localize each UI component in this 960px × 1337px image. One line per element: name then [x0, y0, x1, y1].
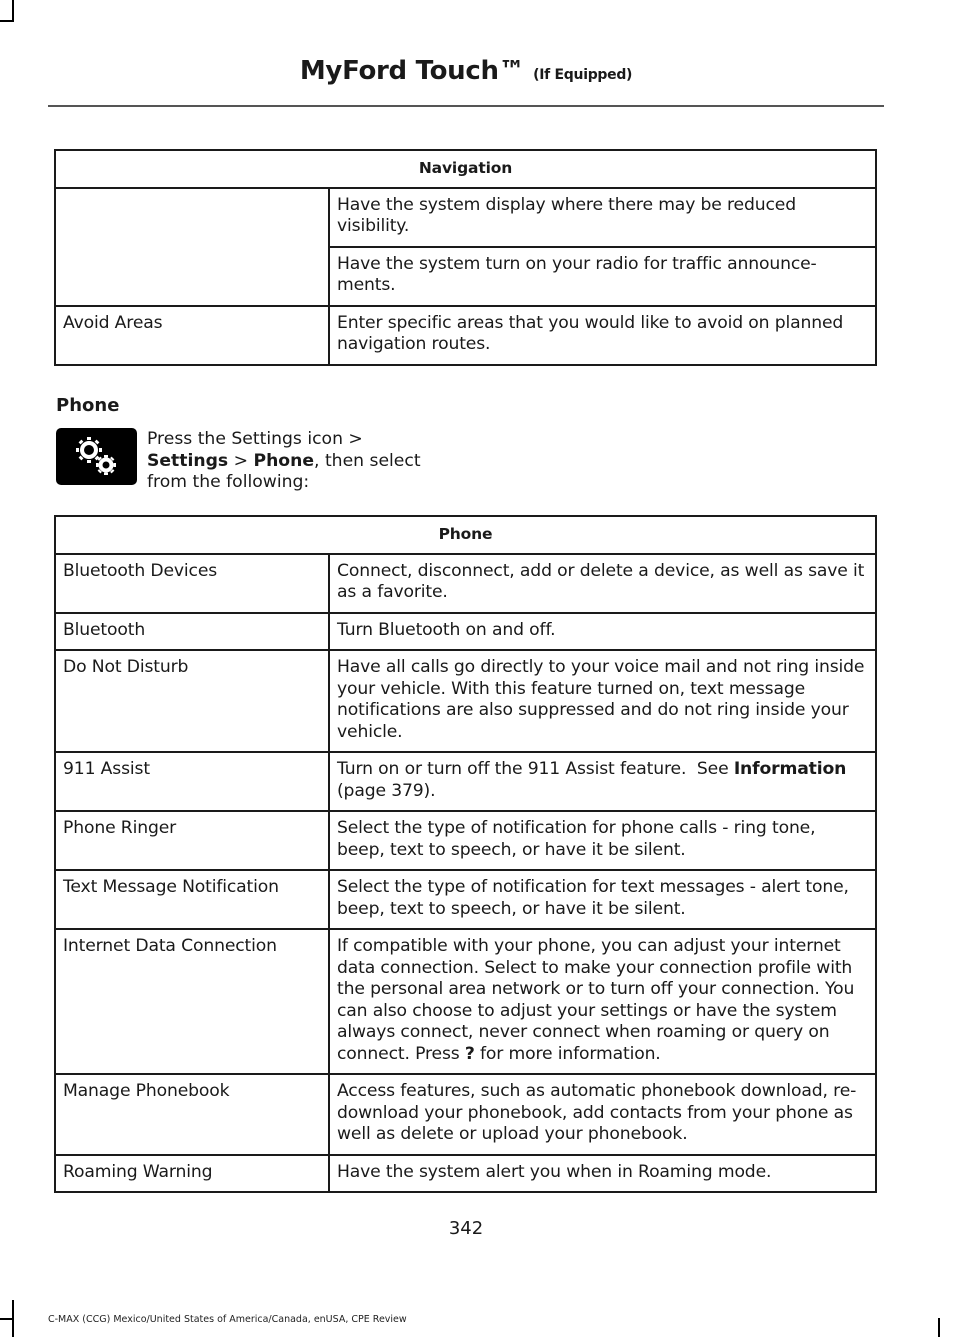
- page-number: 342: [448, 1218, 484, 1239]
- table-cell-desc: Connect, disconnect, add or delete a device, as well as save it as a favorite.: [329, 554, 876, 613]
- table-row: [55, 650, 876, 752]
- header-title: MyFord Touch™: [299, 56, 525, 86]
- crop-mark: [0, 1318, 14, 1320]
- table-row: [55, 811, 876, 870]
- phone-table: [54, 515, 877, 1193]
- intro-text: , then select from the following:: [147, 450, 421, 492]
- table-cell-desc: Have the system display where there may be reduced visibility.: [329, 188, 876, 247]
- table-cell-label: Bluetooth Devices: [55, 554, 329, 613]
- navigation-table: [54, 149, 877, 366]
- table-cell-label: Text Message Notification: [55, 870, 329, 929]
- page-footer: C-MAX (CCG) Mexico/United States of America/Canada, enUSA, CPE Review: [48, 1314, 407, 1325]
- desc-text: (page 379).: [337, 780, 436, 801]
- section-title-phone: Phone: [56, 395, 120, 416]
- phone-intro-text: [147, 429, 447, 494]
- table-cell-desc: [329, 929, 876, 1074]
- intro-bold-phone: Phone: [253, 450, 315, 471]
- intro-separator: >: [228, 450, 254, 471]
- desc-text: Turn on or turn off the 911 Assist feature. See: [337, 759, 734, 779]
- desc-bold-link: Information: [733, 759, 847, 779]
- table-row: [55, 752, 876, 811]
- navigation-table-title: Navigation: [55, 150, 876, 188]
- desc-text: If compatible with your phone, you can adjust your internet data connection. Select to make your connection profile with the personal area network or to turn off your connection. You can also choose to adjust your settings or have the system always connect, never connect when roaming or query on connect. Press: [337, 936, 855, 1064]
- table-row: [55, 613, 876, 651]
- desc-text: for more information.: [474, 1043, 661, 1064]
- table-cell-label: Roaming Warning: [55, 1155, 329, 1193]
- table-row: [55, 929, 876, 1074]
- table-cell-desc: Select the type of notification for text messages - alert tone, beep, text to speech, or have it be silent.: [329, 870, 876, 929]
- table-cell-label: Avoid Areas: [55, 306, 329, 365]
- table-cell-label: Internet Data Connection: [55, 929, 329, 1074]
- table-row: [55, 1155, 876, 1193]
- table-cell-desc: Turn Bluetooth on and off.: [329, 613, 876, 651]
- table-cell-label: Manage Phonebook: [55, 1074, 329, 1155]
- table-row: [55, 554, 876, 613]
- header-rule: [48, 105, 884, 107]
- table-cell-desc: Have all calls go directly to your voice mail and not ring inside your vehicle. With this feature turned on, text message notifications are also suppressed and do not ring inside your vehicle.: [329, 650, 876, 752]
- header-suffix: (If Equipped): [533, 67, 633, 83]
- table-cell-label: Bluetooth: [55, 613, 329, 651]
- table-cell-label: [55, 188, 329, 306]
- table-cell-desc: Have the system alert you when in Roaming mode.: [329, 1155, 876, 1193]
- crop-mark: [12, 0, 14, 20]
- page-header: [48, 56, 884, 86]
- table-cell-label: Phone Ringer: [55, 811, 329, 870]
- crop-mark: [938, 1318, 940, 1337]
- crop-mark: [0, 20, 14, 22]
- intro-text: Press the Settings icon >: [147, 429, 363, 449]
- table-cell-desc: [329, 752, 876, 811]
- phone-table-title: Phone: [55, 516, 876, 554]
- table-row: [55, 306, 876, 365]
- table-cell-desc: Access features, such as automatic phonebook download, re-download your phonebook, add contacts from your phone as well as delete or upload your phonebook.: [329, 1074, 876, 1155]
- settings-gears-icon: [56, 428, 137, 485]
- table-row: [55, 1074, 876, 1155]
- table-row: [55, 188, 876, 247]
- table-cell-desc: Select the type of notification for phone calls - ring tone, beep, text to speech, or have it be silent.: [329, 811, 876, 870]
- desc-bold-symbol: ?: [464, 1043, 475, 1064]
- intro-bold-settings: Settings: [147, 450, 229, 471]
- table-cell-label: 911 Assist: [55, 752, 329, 811]
- table-row: [55, 870, 876, 929]
- table-cell-desc: Have the system turn on your radio for traffic announce-ments.: [329, 247, 876, 306]
- table-cell-label: Do Not Disturb: [55, 650, 329, 752]
- table-cell-desc: Enter specific areas that you would like to avoid on planned navigation routes.: [329, 306, 876, 365]
